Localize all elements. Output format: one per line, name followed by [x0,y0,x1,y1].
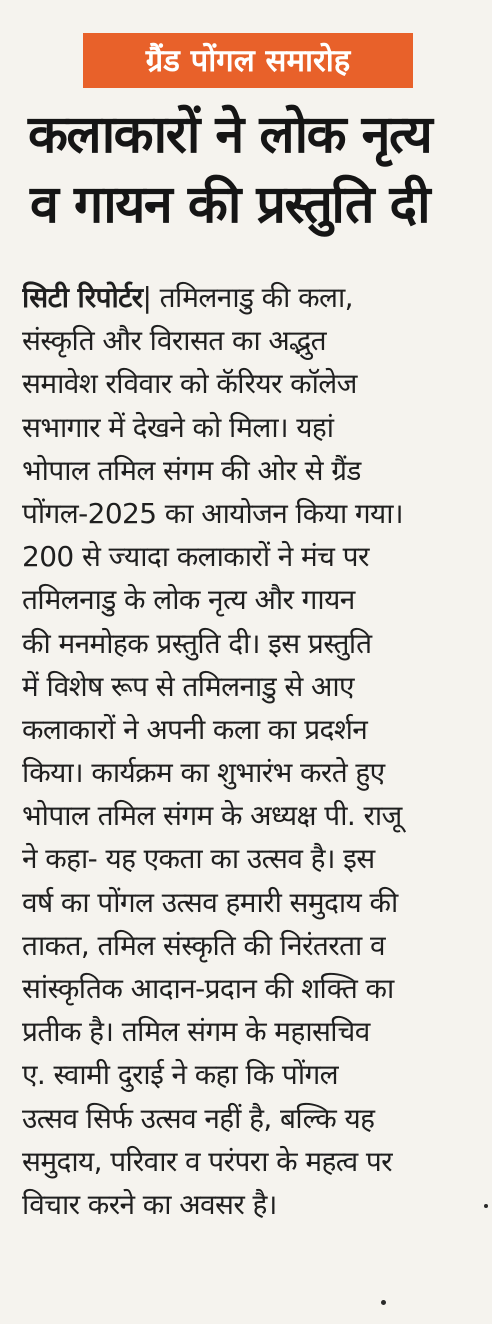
article-line-text: | तमिलनाडु की कला, [142,281,353,314]
article-line: ए. स्वामी दुराई ने कहा कि पोंगल [22,1058,339,1092]
ink-speck [484,1204,488,1208]
article-line: की मनमोहक प्रस्तुति दी। इस प्रस्तुति [22,626,372,660]
article-line: विचार करने का अवसर है। [22,1187,277,1221]
article-line: तमिलनाडु के लोक नृत्य और गायन [22,583,355,617]
article-line: ताकत, तमिल संस्कृति की निरंतरता व [22,928,385,962]
article-body [22,276,472,1226]
article-line: समुदाय, परिवार व परंपरा के महत्व पर [22,1144,393,1178]
article-line: कलाकारों ने अपनी कला का प्रदर्शन [22,712,368,746]
article-line: किया। कार्यक्रम का शुभारंभ करते हुए [22,756,385,790]
article-line: भोपाल तमिल संगम के अध्यक्ष पी. राजू [22,799,402,833]
article-line: वर्ष का पोंगल उत्सव हमारी समुदाय की [22,885,398,919]
article-line [22,276,472,319]
article-line: ने कहा- यह एकता का उत्सव है। इस [22,842,375,876]
headline [20,100,475,240]
article-line: समावेश रविवार को कॅरियर कॉलेज [22,367,357,401]
ink-speck [381,1300,386,1305]
article-line: प्रतीक है। तमिल संगम के महासचिव [22,1015,370,1049]
byline: सिटी रिपोर्टर [22,281,143,314]
article-line: सभागार में देखने को मिला। यहां [22,410,334,444]
article-line: पोंगल-2025 का आयोजन किया गया। [22,496,403,530]
article-line: 200 से ज्यादा कलाकारों ने मंच पर [22,540,369,574]
article-line: में विशेष रूप से तमिलनाडु से आए [22,669,354,703]
article-line: सांस्कृतिक आदान-प्रदान की शक्ति का [22,972,394,1005]
article-line: संस्कृति और विरासत का अद्भुत [22,324,327,358]
headline-line-1: कलाकारों ने लोक नृत्य [28,105,432,165]
headline-line-2: व गायन की प्रस्तुति दी [30,175,430,235]
article-line: भोपाल तमिल संगम की ओर से ग्रैंड [22,453,361,487]
section-kicker: ग्रैंड पोंगल समारोह [83,33,413,88]
article-line: उत्सव सिर्फ उत्सव नहीं है, बल्कि यह [22,1101,375,1135]
